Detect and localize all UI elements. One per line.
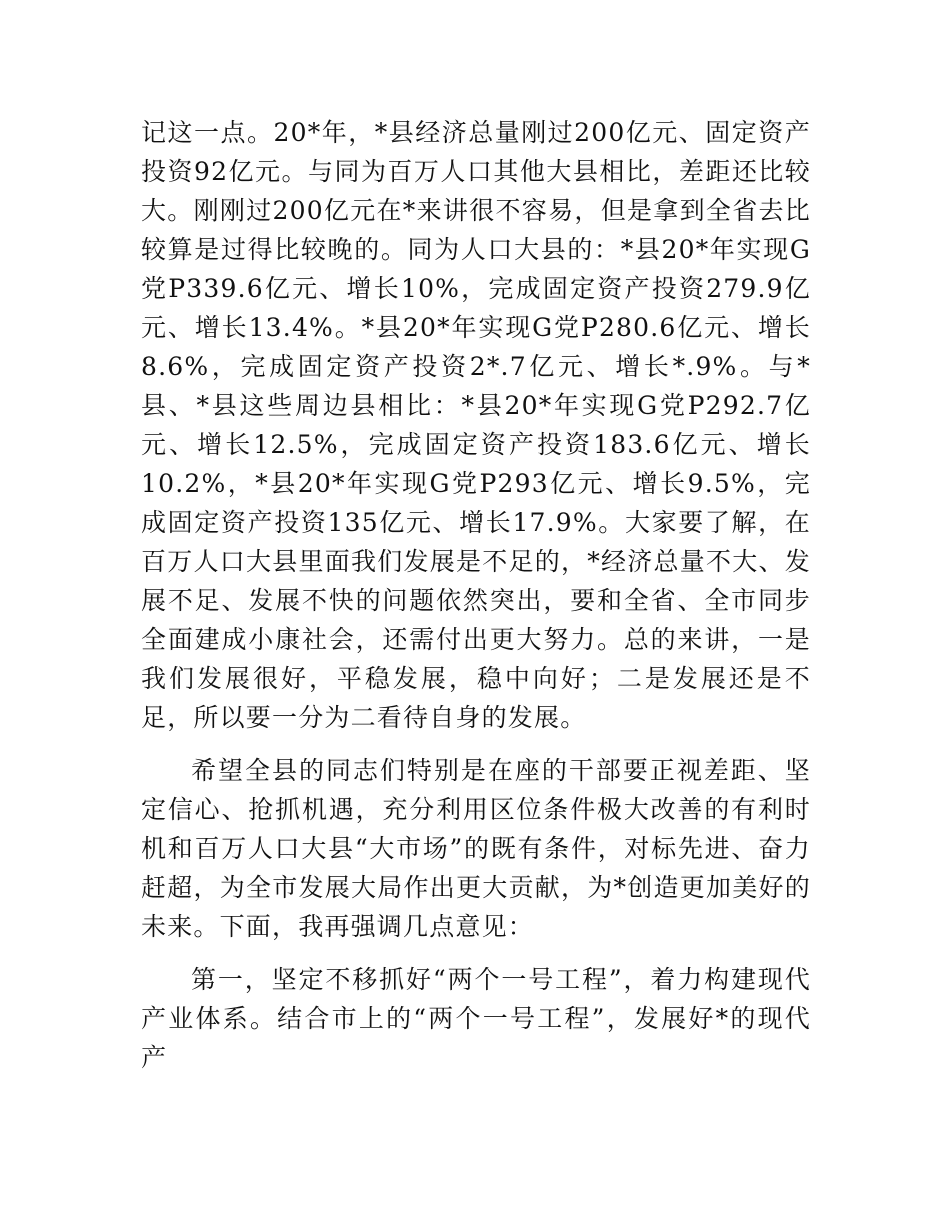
paragraph-first-point: 第一，坚定不移抓好“两个一号工程”，着力构建现代产业体系。结合市上的“两个一号工程”，发展好*的现代产 (141, 965, 811, 1072)
paragraph-economic-comparison: 记这一点。20*年，*县经济总量刚过200亿元、固定资产投资92亿元。与同为百万人口其他大县相比，差距还比较大。刚刚过200亿元在*来讲很不容易，但是拿到全省去比较算是过得比较晚的。同为人口大县的：*县20*年实现G党P339.6亿元、增长10%，完成固定资产投资279.9亿元、增长13.4%。*县20*年实现G党P280.6亿元、增长8.6%，完成固定资产投资2*.7亿元、增长*.9%。与*县、*县这些周边县相比：*县20*年实现G党P292.7亿元、增长12.5%，完成固定资产投资183.6亿元、增长10.2%，*县20*年实现G党P293亿元、增长9.5%，完成固定资产投资135亿元、增长17.9%。大家要了解，在百万人口大县里面我们发展是不足的，*经济总量不大、发展不足、发展不快的问题依然突出，要和全省、全市同步全面建成小康社会，还需付出更大努力。总的来讲，一是我们发展很好，平稳发展，稳中向好；二是发展还是不足，所以要一分为二看待自身的发展。 (141, 118, 811, 732)
paragraph-call-to-action: 希望全县的同志们特别是在座的干部要正视差距、坚定信心、抢抓机遇，充分利用区位条件极大改善的有利时机和百万人口大县“大市场”的既有条件，对标先进、奋力赶超，为全市发展大局作出更大贡献，为*创造更加美好的未来。下面，我再强调几点意见： (141, 756, 811, 941)
document-body (141, 113, 811, 1077)
